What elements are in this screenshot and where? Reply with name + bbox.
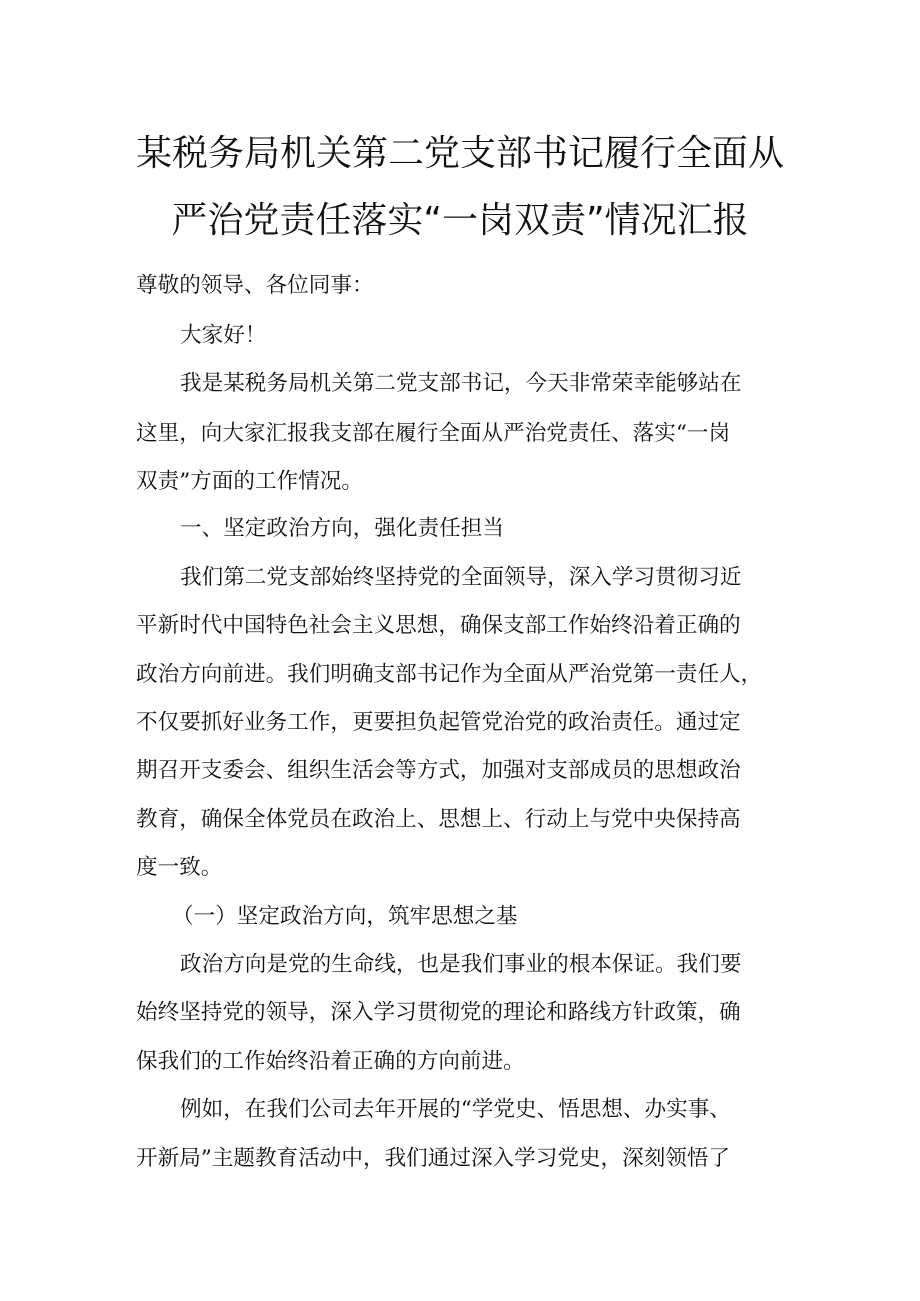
subsection-heading: （一）坚定政治方向，筑牢思想之基 [172,904,518,929]
section-heading: 一、坚定政治方向，强化责任担当 [180,516,504,541]
paragraph-line: 政治方向是党的生命线，也是我们事业的根本保证。我们要 [180,952,742,977]
greeting: 大家好！ [180,323,267,348]
paragraph-line: 开新局”主题教育活动中，我们通过深入学习党史，深刻领悟了 [136,1146,731,1171]
paragraph-line: 政治方向前进。我们明确支部书记作为全面从严治党第一责任人， [136,662,763,687]
paragraph-line: 期召开支委会、组织生活会等方式，加强对支部成员的思想政治 [136,758,741,783]
paragraph-line: 我们第二党支部始终坚持党的全面领导，深入学习贯彻习近 [180,565,742,590]
salutation: 尊敬的领导、各位同事： [136,273,374,298]
paragraph-line: 度一致。 [136,855,223,880]
paragraph-line: 保我们的工作始终沿着正确的方向前进。 [136,1049,525,1074]
paragraph-line: 我是某税务局机关第二党支部书记，今天非常荣幸能够站在 [180,371,742,396]
paragraph-line: 不仅要抓好业务工作，更要担负起管党治党的政治责任。通过定 [136,710,741,735]
document-title-line-1: 某税务局机关第二党支部书记履行全面从 [135,133,784,174]
paragraph-line: 双责”方面的工作情况。 [136,469,363,494]
paragraph-line: 教育，确保全体党员在政治上、思想上、行动上与党中央保持高 [136,807,741,832]
paragraph-line: 这里，向大家汇报我支部在履行全面从严治党责任、落实“一岗 [136,421,731,446]
paragraph-line: 始终坚持党的领导，深入学习贯彻党的理论和路线方针政策，确 [136,1000,741,1025]
paragraph-line: 平新时代中国特色社会主义思想，确保支部工作始终沿着正确的 [136,613,741,638]
document-title-line-2: 严治党责任落实“一岗双责”情况汇报 [171,200,749,241]
paragraph-line: 例如，在我们公司去年开展的“学党史、悟思想、办实事、 [180,1097,731,1122]
